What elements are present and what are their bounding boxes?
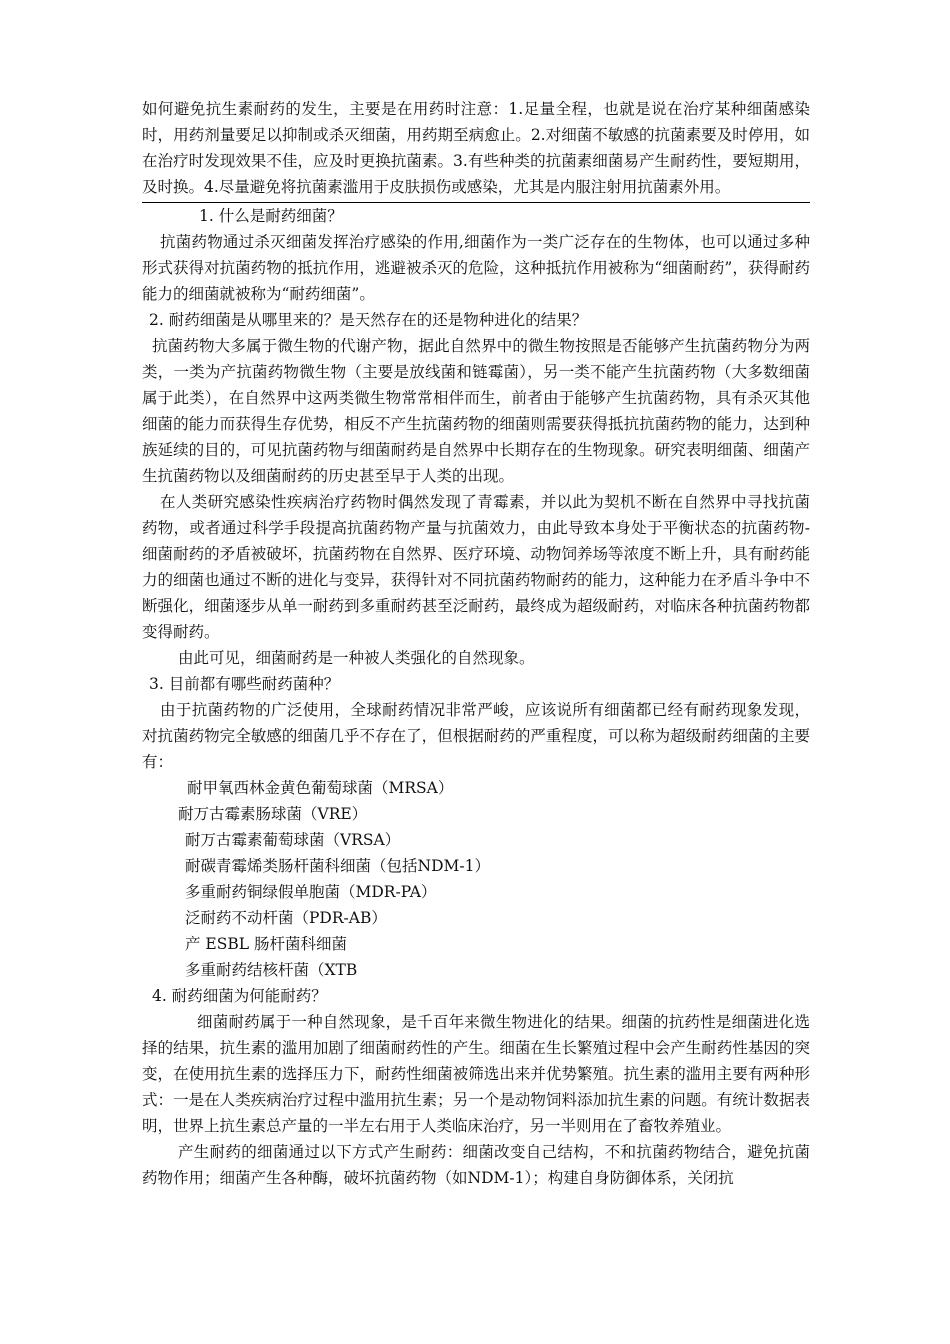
q2-paragraph-2: 在人类研究感染性疾病治疗药物时偶然发现了青霉素，并以此为契机不断在自然界中寻找抗菌药物，或者通过科学手段提高抗菌药物产量与抗菌效力，由此导致本身处于平衡状态的抗菌药物-细菌耐药的矛盾被破坏，抗菌药物在自然界、医疗环境、动物饲养场等浓度不断上升，具有耐药能力的细菌也通过不断的进化与变异，获得针对不同抗菌药物耐药的能力，这种能力在矛盾斗争中不断强化，细菌逐步从单一耐药到多重耐药甚至泛耐药，最终成为超级耐药，对临床各种抗菌药物都变得耐药。 bbox=[142, 493, 810, 641]
q2-paragraph-3: 由此可见，细菌耐药是一种被人类强化的自然现象。 bbox=[178, 649, 535, 667]
q2-heading: 2. 耐药细菌是从哪里来的？是天然存在的还是物种进化的结果？ bbox=[149, 311, 588, 329]
superbug-list bbox=[142, 775, 810, 983]
list-item: 多重耐药铜绿假单胞菌（MDR-PA） bbox=[185, 883, 437, 901]
q4-heading: 4. 耐药细菌为何能耐药？ bbox=[152, 987, 327, 1005]
q1-heading: 1. 什么是耐药细菌？ bbox=[199, 207, 343, 225]
list-item: 耐万古霉素葡萄球菌（VRSA） bbox=[185, 831, 401, 849]
q3-heading: 3. 目前都有哪些耐药菌种？ bbox=[149, 675, 340, 693]
q4-paragraph-1: 细菌耐药属于一种自然现象，是千百年来微生物进化的结果。细菌的抗药性是细菌进化选择的结果，抗生素的滥用加剧了细菌耐药性的产生。细菌在生长繁殖过程中会产生耐药性基因的突变，在使用抗生素的选择压力下，耐药性细菌被筛选出来并优势繁殖。抗生素的滥用主要有两种形式：一是在人类疾病治疗过程中滥用抗生素；另一个是动物饲料添加抗生素的问题。有统计数据表明，世界上抗生素总产量的一半左右用于人类临床治疗，另一半则用在了畜牧养殖业。 bbox=[142, 1013, 810, 1135]
list-item: 多重耐药结核杆菌（XTB bbox=[185, 961, 358, 979]
q3-paragraph: 由于抗菌药物的广泛使用，全球耐药情况非常严峻，应该说所有细菌都已经有耐药现象发现，对抗菌药物完全敏感的细菌几乎不存在了，但根据耐药的严重程度，可以称为超级耐药细菌的主要有： bbox=[142, 701, 810, 771]
list-item: 泛耐药不动杆菌（PDR-AB） bbox=[185, 909, 387, 927]
list-item: 耐甲氧西林金黄色葡萄球菌（MRSA） bbox=[187, 779, 454, 797]
list-item: 耐碳青霉烯类肠杆菌科细菌（包括NDM-1） bbox=[185, 857, 490, 875]
document-page bbox=[142, 96, 810, 1191]
q4-paragraph-2: 产生耐药的细菌通过以下方式产生耐药：细菌改变自己结构，不和抗菌药物结合，避免抗菌药物作用；细菌产生各种酶，破坏抗菌药物（如NDM-1）；构建自身防御体系，关闭抗 bbox=[142, 1143, 810, 1187]
list-item: 产 ESBL 肠杆菌科细菌 bbox=[185, 935, 347, 953]
q2-paragraph-1: 抗菌药物大多属于微生物的代谢产物，据此自然界中的微生物按照是否能够产生抗菌药物分为两类，一类为产抗菌药物微生物（主要是放线菌和链霉菌），另一类不能产生抗菌药物（大多数细菌属于此类），在自然界中这两类微生物常常相伴而生，前者由于能够产生抗菌药物，具有杀灭其他细菌的能力而获得生存优势，相反不产生抗菌药物的细菌则需要获得抵抗抗菌药物的能力，达到种族延续的目的，可见抗菌药物与细菌耐药是自然界中长期存在的生物现象。研究表明细菌、细菌产生抗菌药物以及细菌耐药的历史甚至早于人类的出现。 bbox=[142, 337, 810, 485]
intro-paragraph: 如何避免抗生素耐药的发生，主要是在用药时注意：1.足量全程，也就是说在治疗某种细菌感染时，用药剂量要足以抑制或杀灭细菌，用药期至病愈止。2.对细菌不敏感的抗菌素要及时停用，如在治疗时发现效果不佳，应及时更换抗菌素。3.有些种类的抗菌素细菌易产生耐药性，要短期用，及时换。4.尽量避免将抗菌素滥用于皮肤损伤或感染，尤其是内服注射用抗菌素外用。 bbox=[142, 100, 810, 196]
q1-paragraph: 抗菌药物通过杀灭细菌发挥治疗感染的作用,细菌作为一类广泛存在的生物体，也可以通过多种形式获得对抗菌药物的抵抗作用，逃避被杀灭的危险，这种抵抗作用被称为“细菌耐药”，获得耐药能力的细菌就被称为“耐药细菌”。 bbox=[142, 233, 810, 303]
list-item: 耐万古霉素肠球菌（VRE） bbox=[178, 805, 368, 823]
